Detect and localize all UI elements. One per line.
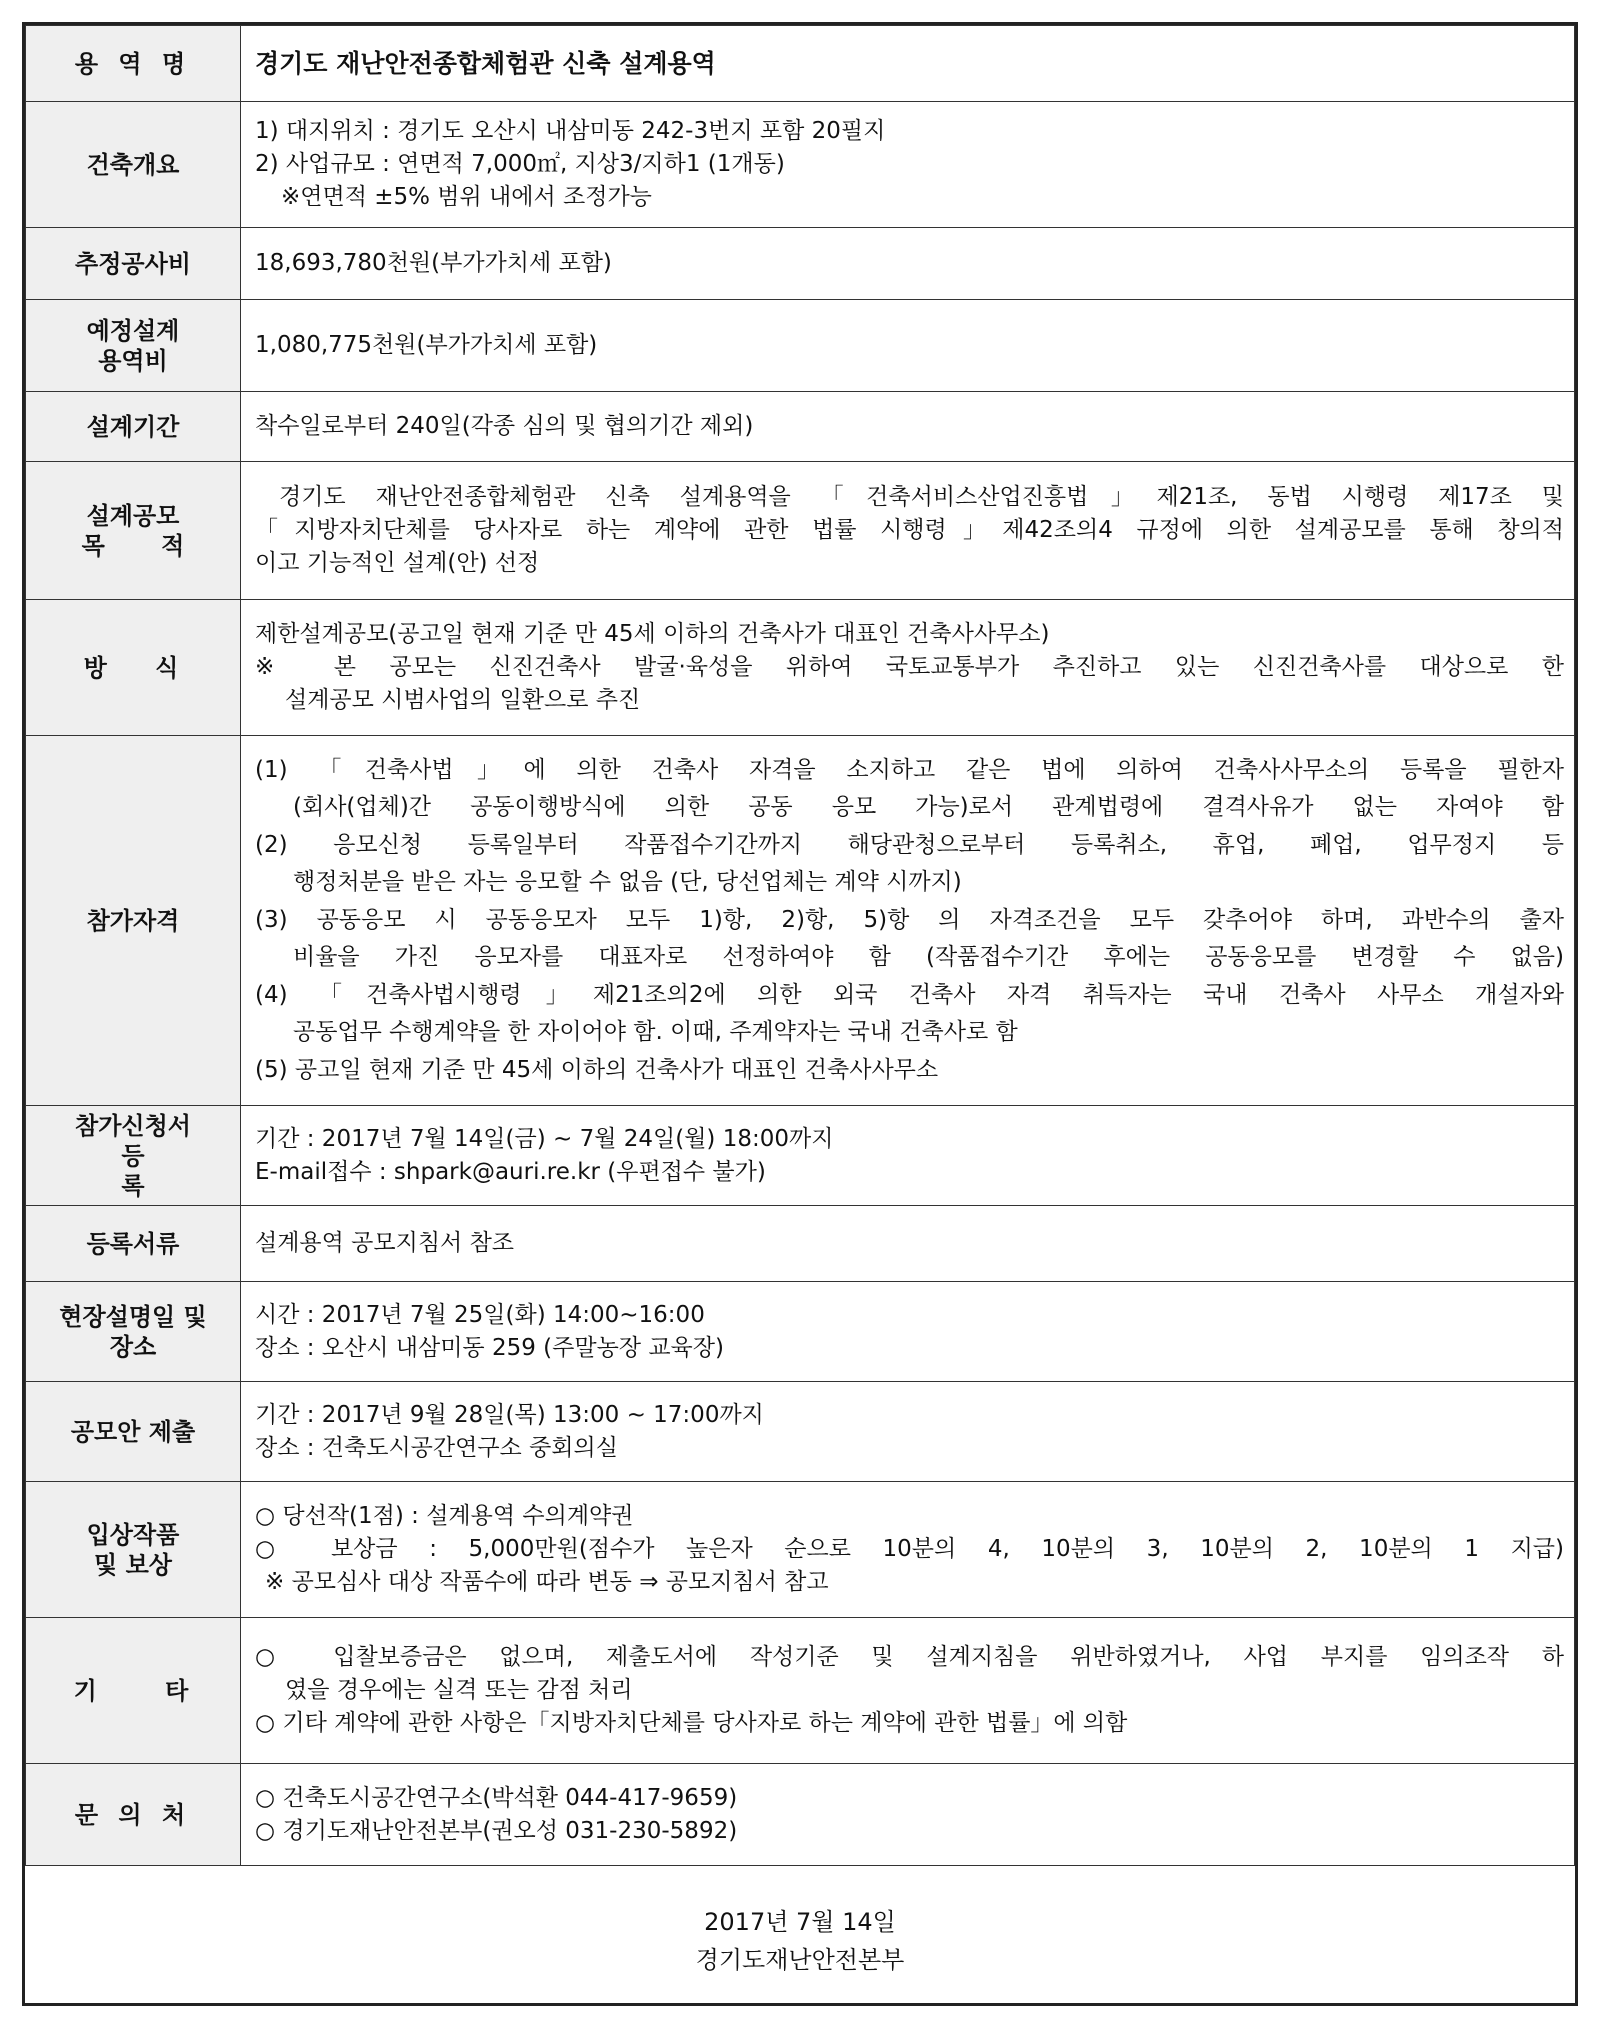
value-design-period: 착수일로부터 240일(각종 심의 및 협의기간 제외) <box>241 392 1575 462</box>
row-site-briefing <box>26 1282 1575 1382</box>
row-design-period <box>26 392 1575 462</box>
label-design-fee: 예정설계 용역비 <box>26 300 241 392</box>
value-awards: ○ 당선작(1점) : 설계용역 수의계약권 ○ 보상금 : 5,000만원(점수가 높은자 순으로 10분의 4, 10분의 3, 10분의 2, 10분의 1 지급) ※ 공모심사 대상 작품수에 따라 변동 ⇒ 공모지침서 참고 <box>241 1482 1575 1618</box>
row-building-overview <box>26 102 1575 228</box>
row-competition-purpose <box>26 462 1575 600</box>
label-registration: 참가신청서 등 록 <box>26 1106 241 1206</box>
issue-date: 2017년 7월 14일 <box>704 1908 896 1936</box>
label-contact: 문 의 처 <box>26 1764 241 1866</box>
footer <box>25 1903 1575 1979</box>
value-method: 제한설계공모(공고일 현재 기준 만 45세 이하의 건축사가 대표인 건축사사무소) ※ 본 공모는 신진건축사 발굴·육성을 위하여 국토교통부가 추진하고 있는 신진건축사를 대상으로 한 설계공모 시범사업의 일환으로 추진 <box>241 600 1575 736</box>
label-awards: 입상작품 및 보상 <box>26 1482 241 1618</box>
value-estimated-cost: 18,693,780천원(부가가치세 포함) <box>241 228 1575 300</box>
row-eligibility <box>26 736 1575 1106</box>
label-project-name: 용 역 명 <box>26 26 241 102</box>
value-site-briefing: 시간 : 2017년 7월 25일(화) 14:00~16:00 장소 : 오산시 내삼미동 259 (주말농장 교육장) <box>241 1282 1575 1382</box>
value-contact <box>241 1764 1575 1866</box>
label-method: 방 식 <box>26 600 241 736</box>
row-estimated-cost <box>26 228 1575 300</box>
value-other: ○ 입찰보증금은 없으며, 제출도서에 작성기준 및 설계지침을 위반하였거나, 사업 부지를 임의조작 하 였을 경우에는 실격 또는 감점 처리 ○ 기타 계약에 관한 사항은「지방자치단체를 당사자로 하는 계약에 관한 법률」에 의함 <box>241 1618 1575 1764</box>
row-submission <box>26 1382 1575 1482</box>
label-site-briefing: 현장설명일 및 장소 <box>26 1282 241 1382</box>
row-design-fee <box>26 300 1575 392</box>
row-method <box>26 600 1575 736</box>
announcement-table <box>25 25 1575 1866</box>
label-submission: 공모안 제출 <box>26 1382 241 1482</box>
value-competition-purpose: 경기도 재난안전종합체험관 신축 설계용역을 「건축서비스산업진흥법」제21조, 동법 시행령 제17조 및 「지방자치단체를 당사자로 하는 계약에 관한 법률 시행령」제42조의4 규정에 의한 설계공모를 통해 창의적 이고 기능적인 설계(안) 선정 <box>241 462 1575 600</box>
label-documents: 등록서류 <box>26 1206 241 1282</box>
label-other: 기 타 <box>26 1618 241 1764</box>
value-eligibility: (1) 「건축사법」에 의한 건축사 자격을 소지하고 같은 법에 의하여 건축사사무소의 등록을 필한자 (회사(업체)간 공동이행방식에 의한 공동 응모 가능)로서 관계법령에 결격사유가 없는 자여야 함 (2) 응모신청 등록일부터 작품접수기간까지 해당관청으로부터 등록취소, 휴업, 폐업, 업무정지 등 행정처분을 받은 자는 응모할 수 없음 (단, 당선업체는 계약 시까지) (3) 공동응모 시 공동응모자 모두 1)항, 2)항, 5)항 의 자격조건을 모두 갖추어야 하며, 과반수의 출자 비율을 가진 응모자를 대표자로 선정하여야 함 (작품접수기간 후에는 공동응모를 변경할 수 없음) (4) 「건축사법시행령」제21조의2에 의한 외국 건축사 자격 취득자는 국내 건축사 사무소 개설자와 공동업무 수행계약을 한 자이어야 함. 이때, 주계약자는 국내 건축사로 함 (5) 공고일 현재 기준 만 45세 이하의 건축사가 대표인 건축사사무소 <box>241 736 1575 1106</box>
issuing-org: 경기도재난안전본부 <box>695 1946 905 1974</box>
value-submission: 기간 : 2017년 9월 28일(목) 13:00 ~ 17:00까지 장소 : 건축도시공간연구소 중회의실 <box>241 1382 1575 1482</box>
contact-gyeonggi: ○ 경기도재난안전본부(권오성 031-230-5892) <box>255 1817 738 1844</box>
row-awards <box>26 1482 1575 1618</box>
label-competition-purpose: 설계공모 목 적 <box>26 462 241 600</box>
announcement-sheet <box>22 22 1578 2006</box>
contact-auri: ○ 건축도시공간연구소(박석환 044-417-9659) <box>255 1784 738 1811</box>
row-registration <box>26 1106 1575 1206</box>
row-contact <box>26 1764 1575 1866</box>
label-building-overview: 건축개요 <box>26 102 241 228</box>
label-estimated-cost: 추정공사비 <box>26 228 241 300</box>
value-design-fee: 1,080,775천원(부가가치세 포함) <box>241 300 1575 392</box>
value-building-overview: 1) 대지위치 : 경기도 오산시 내삼미동 242-3번지 포함 20필지 2) 사업규모 : 연면적 7,000㎡, 지상3/지하1 (1개동) ※연면적 ±5% 범위 내에서 조정가능 <box>241 102 1575 228</box>
row-project-name <box>26 26 1575 102</box>
label-design-period: 설계기간 <box>26 392 241 462</box>
label-eligibility: 참가자격 <box>26 736 241 1106</box>
row-other <box>26 1618 1575 1764</box>
row-documents <box>26 1206 1575 1282</box>
value-project-name: 경기도 재난안전종합체험관 신축 설계용역 <box>241 26 1575 102</box>
value-documents: 설계용역 공모지침서 참조 <box>241 1206 1575 1282</box>
value-registration: 기간 : 2017년 7월 14일(금) ~ 7월 24일(월) 18:00까지 E-mail접수 : shpark@auri.re.kr (우편접수 불가) <box>241 1106 1575 1206</box>
